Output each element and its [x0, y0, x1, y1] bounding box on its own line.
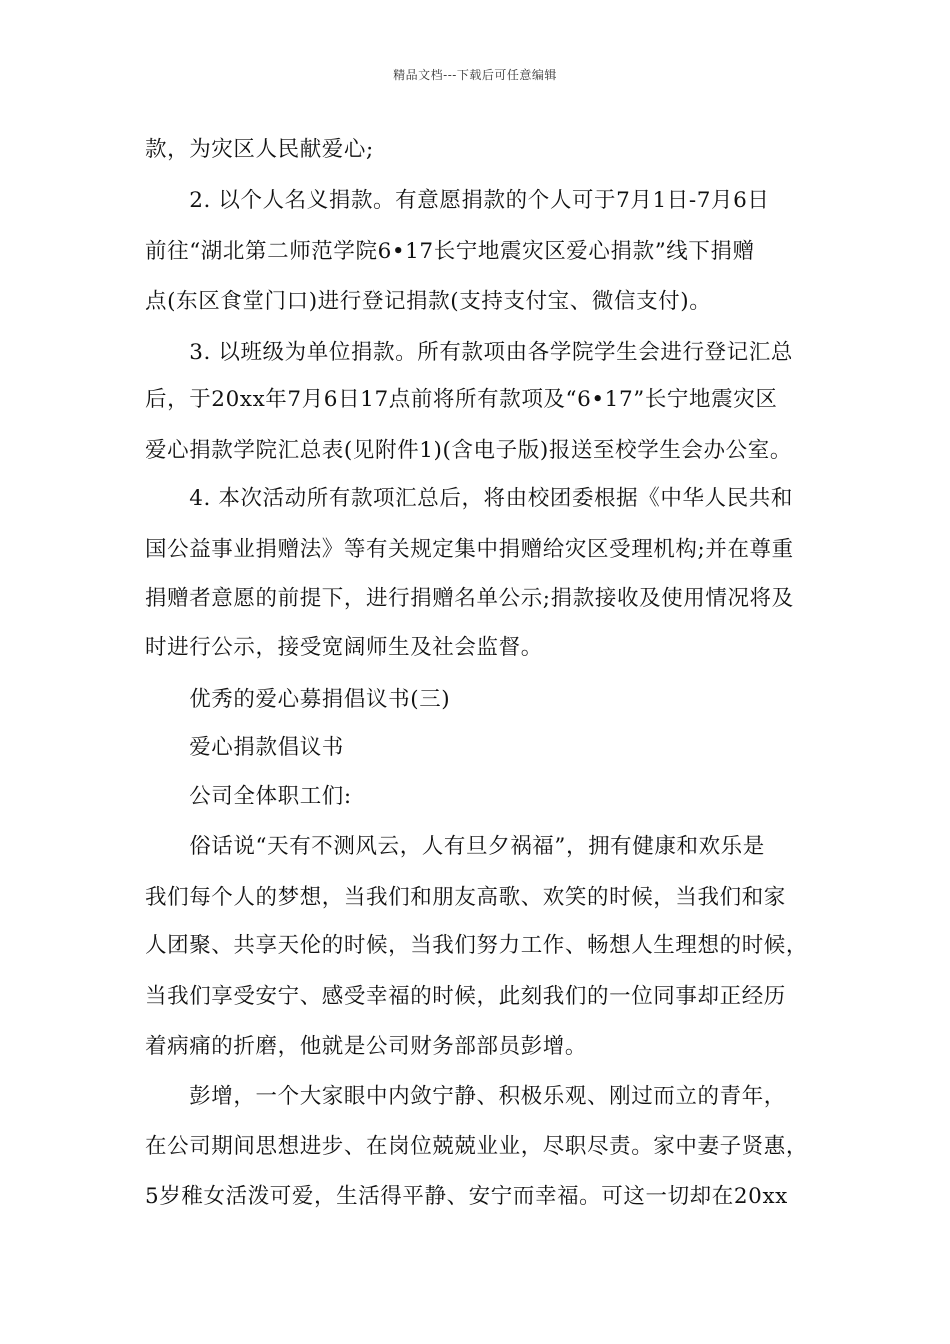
- text-line: 俗话说“天有不测风云，人有旦夕祸福”，拥有健康和欢乐是: [145, 834, 765, 859]
- text-line: 时进行公示，接受宽阔师生及社会监督。: [145, 635, 543, 660]
- letter-title: 爱心捐款倡议书: [145, 735, 344, 760]
- text-line: 在公司期间思想进步、在岗位兢兢业业，尽职尽责。家中妻子贤惠，: [145, 1134, 809, 1159]
- text-line: 5岁稚女活泼可爱，生活得平静、安宁而幸福。可这一切却在20xx: [145, 1184, 788, 1209]
- section-title: 优秀的爱心募捐倡议书(三): [145, 687, 451, 712]
- text-line: 着病痛的折磨，他就是公司财务部部员彭增。: [145, 1034, 588, 1059]
- text-line: 国公益事业捐赠法》等有关规定集中捐赠给灾区受理机构;并在尊重: [145, 537, 794, 562]
- letter-salutation: 公司全体职工们:: [145, 784, 352, 809]
- page-header: 精品文档---下载后可任意编辑: [393, 68, 557, 82]
- text-line: 当我们享受安宁、感受幸福的时候，此刻我们的一位同事却正经历: [145, 984, 786, 1009]
- text-line: 点(东区食堂门口)进行登记捐款(支持支付宝、微信支付)。: [145, 289, 712, 314]
- text-line: 后，于20xx年7月6日17点前将所有款项及“6•17”长宁地震灾区: [145, 387, 778, 412]
- text-line: 款，为灾区人民献爱心;: [145, 137, 374, 162]
- text-line: 彭增，一个大家眼中内敛宁静、积极乐观、刚过而立的青年，: [145, 1084, 786, 1109]
- text-line: 前往“湖北第二师范学院6•17长宁地震灾区爱心捐款”线下捐赠: [145, 239, 755, 264]
- text-line: 爱心捐款学院汇总表(见附件1)(含电子版)报送至校学生会办公室。: [145, 438, 792, 463]
- text-line: 捐赠者意愿的前提下，进行捐赠名单公示;捐款接收及使用情况将及: [145, 586, 794, 611]
- text-line: 3. 以班级为单位捐款。所有款项由各学院学生会进行登记汇总: [145, 340, 793, 365]
- text-line: 我们每个人的梦想，当我们和朋友高歌、欢笑的时候，当我们和家: [145, 885, 786, 910]
- text-line: 人团聚、共享天伦的时候，当我们努力工作、畅想人生理想的时候，: [145, 933, 809, 958]
- text-line: 2. 以个人名义捐款。有意愿捐款的个人可于7月1日-7月6日: [145, 188, 770, 213]
- text-line: 4. 本次活动所有款项汇总后，将由校团委根据《中华人民共和: [145, 486, 793, 511]
